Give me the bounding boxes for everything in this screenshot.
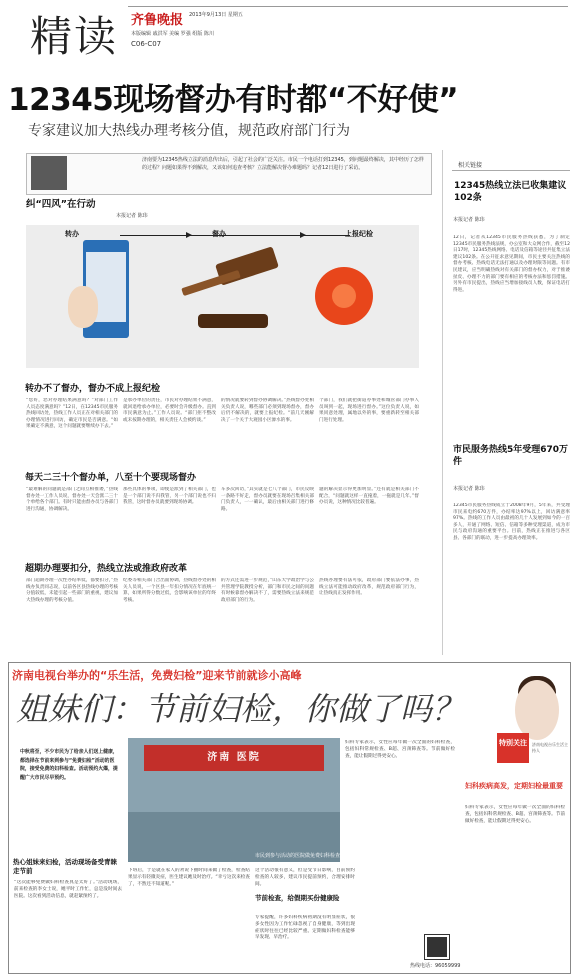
advertorial-title: 姐妹们：节前妇检，你做了吗？ <box>16 690 465 728</box>
advertorial-lead: 中秋将至，不少市民为了给亲人们送上健康，都选择在节前来到参与“免费妇检”活动的医院，接受免费的妇科检查。活动预约火爆，提醒广大市民尽早预约。 <box>20 749 118 782</box>
sidebar-byline: 本报记者 陈玮 <box>453 217 485 223</box>
body-paragraph: 车多次回访，”其实就是七八个部门，市民反映一条路不好走，督办员就要在现场召集相关部门负责人，一一确认，最后由相关部门进行修路。 <box>221 487 314 512</box>
sidebar-paragraph: 12日，记者从12345市民服务热线获悉，为了制定12345市民服务热线法规，办公室和大众网合作，截至12日17时，12345热线网络、电话及信箱等途径共征集立法建议102条。在公开征求意见期间，市民主要关注热线的督办考核、热线电话无法打通以及办理时限等问题。有市民建议，应当明确热线对有关部门的督办权力，对于推诿扯皮、办理不力的部门要有相应的考核办法和惩罚措施。另外有市民提出，热线应当增加接线员人数，保证电话打得进。 <box>453 235 570 293</box>
step-supervise-label: 督办 <box>212 230 226 238</box>
seal-stamp-face <box>332 284 356 308</box>
advertorial-paragraph: “这次能够免费做妇科检查真是太好了。”活动现场，前来检查的李女士说，她平时工作忙，总是没时间去医院。这次看到活动信息，就赶紧预约了。 <box>14 880 122 899</box>
advertorial-paragraph: 这个活动很有意义，但是受节日影响，目前预约检查的人较多，建议市民提前预约，合理安排时间。 <box>255 868 355 887</box>
body-paragraph: “最难解的问题就是部门之间互相推诿，”热线督办处一工作人员说，督办处一天会派二三十个单给各个部门。有时只能由督办员与各部门进行沟通，协调解决。 <box>26 487 118 512</box>
gavel-block <box>198 314 268 328</box>
advertorial-subheading: 节前检查，给假期买份健康险 <box>255 894 340 902</box>
page-number: C06-C07 <box>131 40 162 48</box>
step-arrow-line <box>120 235 350 236</box>
body-paragraph: 的方式还需进一步规范，”山东大学政治学与公共管理学院教授分析，部门和市民之间的问题有时候靠督办解决不了，需要热线立法来规范政府部门的行为。 <box>221 578 314 603</box>
advertorial-paragraph: 妇科专家表示，女性应每年做一次全面的妇科检查，包括妇科常规检查、B超、宫颈筛查等。节前做好检查，能让假期过得更安心。 <box>345 740 455 759</box>
arrow-right-icon <box>186 232 192 238</box>
arrow-right-icon <box>300 232 306 238</box>
advertorial-subheading: 热心姐妹来妇检，活动现场备受青睐走节前 <box>13 858 117 875</box>
campaign-heading: 纠“四风”在行动 <box>26 199 96 210</box>
sidebar-rule <box>452 170 570 171</box>
body-paragraph: 题的解决显示得更加明显。”还有就是相关部门不配合，“问题就这样一直拖着，一拖就是几年。”督办员说，这种情况比较普遍。 <box>319 487 419 506</box>
lead-paragraph: 济南要为12345热线立法的消息传出后，引起了社会的广泛关注。市民一个电话打到12345，到问题最终解决，其中经历了怎样的过程？问题如果得不到解决，又该如何追查考核？立法能解决督办难题吗？记者12日进行了采访。 <box>142 157 424 171</box>
body-paragraph: “您好，您对办理结果满意吗？”对部门工作人员态度满意吗？”12日，在12345市民服务热线回访处，热线工作人员正在对相关部门的办理情况进行回访，确定市民是否满意。“如果确定不满意，这个问题就要继续办下去。” <box>26 398 118 430</box>
main-headline: 12345现场督办有时都“不好使” <box>8 82 459 118</box>
advertorial-paragraph: 专家提醒，许多妇科疾病初期没有明显症状，很多女性因为工作忙碌忽视了自身健康，等到出现症状时往往已经比较严重。定期做妇科检查能够早发现、早治疗。 <box>255 915 355 941</box>
section-heading-legislation: 超期办理要扣分，热线立法或推政府改革 <box>25 564 188 574</box>
paper-logo: 齐鲁晚报 <box>131 13 184 28</box>
host-note: 济南电视台乐生活主持人 <box>532 742 568 753</box>
advertorial-headline: 济南电视台举办的“乐生活，免费妇检”迎来节前就诊小高峰 <box>12 669 302 682</box>
body-paragraph: 那些具体的事项，即使是派到了相关部门，也是一个部门说不归我管，另一个部门说也不归我管，这时督办员就要到现场协调。 <box>123 487 216 506</box>
special-focus-badge: 特别关注 <box>497 733 529 763</box>
section-heading-transfer: 转办不了督办，督办不成上报纪检 <box>25 384 161 394</box>
body-paragraph: 是承办单位的责任，市民对办理结果不满意，就回退给承办单位，必要时会升级督办。直到市民满意为止。”工作人员说。“部门拒不整改或未按期办理的，相关责任人会被约谈。” <box>123 398 216 423</box>
credits-line: 本版编辑 戚洪军 美编 罗强 组版 陈川 <box>131 31 214 37</box>
qr-code-icon[interactable] <box>425 935 449 959</box>
advertorial-paragraph: 妇科专家表示，女性应每年做一次全面的妇科检查，包括妇科常规检查、B超、宫颈筛查等。节前做好检查，能让假期过得更安心。 <box>465 805 565 824</box>
cartoon-character <box>68 286 98 328</box>
column-divider <box>442 150 443 655</box>
body-paragraph: 热线办理要有法可依，政府部门要依法办事，热线立法可能推动政府改革，规范政府部门行为，让热线真正发挥作用。 <box>319 578 419 597</box>
masthead-rule <box>128 6 568 7</box>
body-paragraph: 的情况就要转到督办协调解决。”热线督办处相关负责人说，哪些部门必须到现场督办，督办后仍不解决的，就要上报纪检。“前几天刚解决了一个关于大观园小区渗水的事。 <box>221 398 314 423</box>
section-title: 精读 <box>30 12 119 61</box>
sidebar-label: 相关链接 <box>458 162 483 169</box>
hotline-phone: 热线电话：96059999 <box>410 963 461 969</box>
article-byline: 本报记者 陈玮 <box>116 213 148 219</box>
body-paragraph: 个部门，我们就把街道办事处和城管部门办事人员叫到一起，现场进行督办。”这位负责人说，如果同意处理，属地以外的事，要重新转至相关部门进行处理。 <box>319 398 419 423</box>
sidebar-heading-hotline: 市民服务热线5年受理670万件 <box>453 445 569 467</box>
photo-caption: 市民到参与活动的医院做免费妇科检查 <box>254 853 340 859</box>
sidebar-paragraph: 12345市民服务热线成立于2008年9月，5年来，共受理市民来电约670万件，办结率达97%以上，回访满意率97%。热线的工作人员由最初的几十人发展到如今的一百多人，开通了网络、短信、信箱等多种受理渠道，成为市民与政府沟通的重要平台。目前，热线正在推进与各区县、各部门的联动，进一步提高办理效率。 <box>453 503 570 541</box>
sidebar-byline: 本报记者 陈玮 <box>453 486 485 492</box>
section-heading-response: 每天二三十个督办单，八至十个要现场督办 <box>25 473 197 483</box>
body-paragraph: 部门超期办理一次性办结率低，都要扣分，”热线办负责同志说，以前各区县热线办理的考核分值较低，未能引起一些部门的重视，建议加大热线办理的考核分值。 <box>26 578 118 603</box>
advertorial-paragraph: 下班后，于是就在家人的劝说下抽时间来做了检查，检查结果显示有轻微炎症，医生建议她及时治疗。“幸亏这次来检查了，不然还不知道呢。” <box>128 868 250 887</box>
host-portrait <box>515 680 559 740</box>
step-transfer-label: 转办 <box>65 230 79 238</box>
step-report-label: 上报纪检 <box>345 230 373 238</box>
body-paragraph: 纪委等相关部门合出面协调，热线督办处的相关人员说，一个区县一年扣分情况在年底统一算，如果所得分数过低，会影响该单位的年终考核。 <box>123 578 216 603</box>
sidebar-heading-legislation: 12345热线立法已收集建议102条 <box>454 181 567 203</box>
date-line: 2013年9月13日 星期五 <box>189 12 243 18</box>
tv-camera-photo <box>31 156 67 190</box>
advertorial-col3-heading: 妇科疾病高发，定期妇检最重要 <box>465 782 563 790</box>
subheadline: 专家建议加大热线办理考核分值，规范政府部门行为 <box>28 123 350 139</box>
hospital-sign: 济南 医院 <box>144 745 324 771</box>
